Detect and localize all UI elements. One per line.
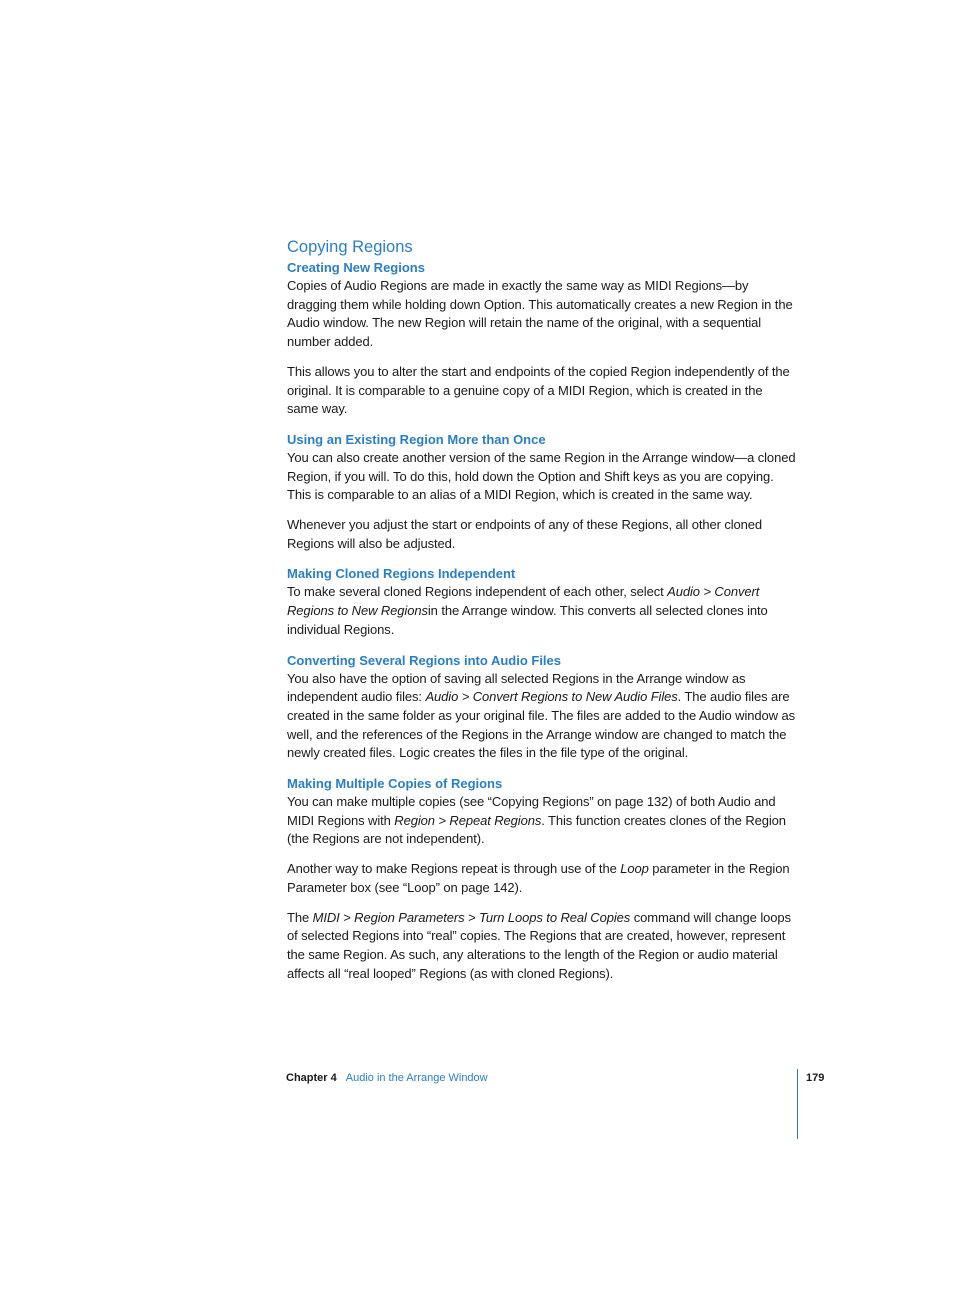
paragraph-7-text-b: . This function creates clones of the Region (the Regions are not independent). [287,812,786,847]
menu-path-convert-regions: Audio > Convert Regions to New Regions [287,584,760,619]
paragraph-7 [287,793,797,849]
page-number: 179 [806,1072,825,1084]
page-footer [286,1070,488,1086]
chapter-label: Chapter 4 [286,1072,337,1084]
paragraph-8 [287,860,797,897]
paragraph-4: Whenever you adjust the start or endpoints of any of these Regions, all other cloned Regions will also be adjusted. [287,517,763,551]
paragraph-2: This allows you to alter the start and endpoints of the copied Region independently of the original. It is comparable to a genuine copy of a MIDI Region, which is created in the same way. [287,363,790,417]
page-content [287,236,797,983]
subheading-existing-region: Using an Existing Region More than Once [287,431,546,447]
subheading-converting-audio-files: Converting Several Regions into Audio Files [287,652,562,668]
paragraph-5-text-b: in the Arrange window. This converts all selected clones into individual Regions. [287,603,768,637]
paragraph-1: Copies of Audio Regions are made in exactly the same way as MIDI Regions—by dragging them while holding down Option. This automatically creates a new Region in the Audio window. The new Region will retain the name of the original, with a sequential number added. [287,278,793,350]
paragraph-5 [287,583,797,639]
footer-divider [797,1069,798,1139]
menu-path-repeat-regions: Region > Repeat Regions [394,812,542,828]
paragraph-9 [287,909,797,984]
menu-path-turn-loops: MIDI > Region Parameters > Turn Loops to Real Copies [312,909,631,925]
subheading-multiple-copies: Making Multiple Copies of Regions [287,776,503,792]
loop-parameter-term: Loop [620,861,649,877]
chapter-title: Audio in the Arrange Window [345,1072,488,1084]
section-title: Copying Regions [287,238,413,256]
paragraph-9-text-a: The [287,909,313,925]
subheading-creating-new-regions: Creating New Regions [287,260,425,275]
subheading-cloned-independent: Making Cloned Regions Independent [287,566,516,582]
paragraph-6-text-a: You also have the option of saving all selected Regions in the Arrange window as independent audio files: [287,670,746,705]
menu-path-convert-audio-files: Audio > Convert Regions to New Audio Files [425,689,678,705]
paragraph-7-text-a: You can make multiple copies (see “Copying Regions” on page 132) of both Audio and MIDI Regions with [287,794,776,828]
paragraph-8-text-a: Another way to make Regions repeat is through use of the [287,861,621,877]
paragraph-6 [287,670,797,764]
paragraph-8-text-b: parameter in the Region Parameter box (see “Loop” on page 142). [287,861,790,895]
paragraph-3: You can also create another version of the same Region in the Arrange window—a cloned Region, if you will. To do this, hold down the Option and Shift keys as you are copying. This is comparable to an alias of a MIDI Region, which is created in the same way. [287,449,796,503]
paragraph-5-text-a: To make several cloned Regions independent of each other, select [287,584,668,600]
paragraph-6-text-b: . The audio files are created in the same folder as your original file. The files are added to the Audio window as well, and the references of the Regions in the Arrange window are changed to match the newly created files. Logic creates the files in the file type of the original. [287,689,795,761]
paragraph-9-text-b: command will change loops of selected Regions into “real” copies. The Regions that are created, however, represent the same Region. As such, any alterations to the length of the Region or audio material affects all “real looped” Regions (as with cloned Regions). [287,909,791,981]
